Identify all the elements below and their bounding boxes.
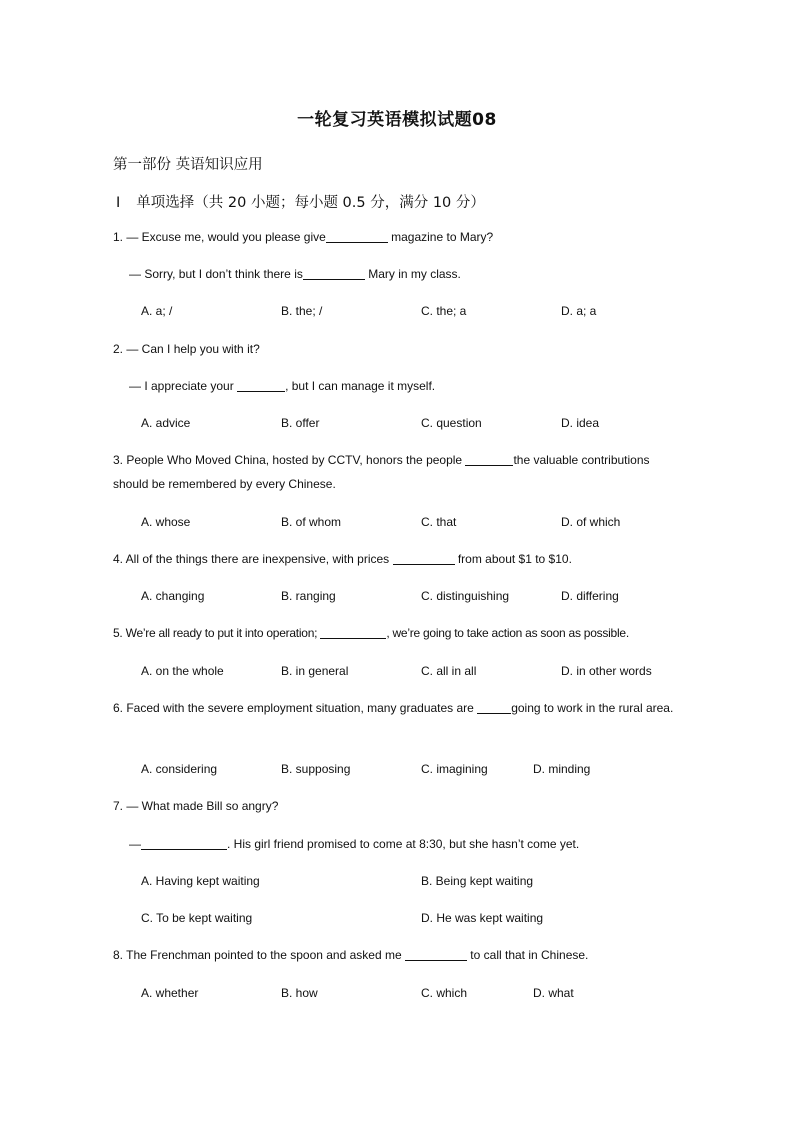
q6-option-d: D. minding (533, 762, 591, 776)
q4-option-d: D. differing (561, 589, 619, 603)
q2-option-b: B. offer (281, 416, 320, 430)
q6-option-c: C. imagining (421, 762, 488, 776)
q7-option-a: A. Having kept waiting (141, 874, 260, 888)
q5-option-d: D. in other words (561, 664, 652, 678)
question-7-line-2: — . His girl friend promised to come at 8:30, but she hasn’t come yet. (129, 837, 580, 851)
part-heading: 第一部份 英语知识应用 (113, 157, 263, 173)
question-4-text: 4. All of the things there are inexpensive, with prices from about $1 to $10. (113, 552, 572, 566)
q7-option-d: D. He was kept waiting (421, 911, 544, 925)
question-1-line-2: — Sorry, but I don’t think there is Mary in my class. (129, 267, 461, 281)
question-7-line-1: 7. — What made Bill so angry? (113, 799, 279, 813)
answer-blank (303, 267, 365, 280)
q5-option-c: C. all in all (421, 664, 477, 678)
q3-option-a: A. whose (141, 515, 191, 529)
section-heading (116, 191, 485, 212)
q2-option-a: A. advice (141, 416, 191, 430)
answer-blank (477, 701, 511, 714)
q5-option-b: B. in general (281, 664, 349, 678)
q8-option-c: C. which (421, 986, 468, 1000)
answer-blank (393, 552, 455, 565)
q1-option-d: D. a; a (561, 304, 597, 318)
q8-option-d: D. what (533, 986, 574, 1000)
q1-option-c: C. the; a (421, 304, 467, 318)
q4-option-c: C. distinguishing (421, 589, 510, 603)
q7-option-b: B. Being kept waiting (421, 874, 534, 888)
q6-option-a: A. considering (141, 762, 218, 776)
answer-blank (237, 379, 285, 392)
q3-option-c: C. that (421, 515, 457, 529)
question-1-line-1: 1. — Excuse me, would you please give magazine to Mary? (113, 230, 494, 244)
q3-option-d: D. of which (561, 515, 621, 529)
q3-option-b: B. of whom (281, 515, 342, 529)
answer-blank (326, 230, 388, 243)
q4-option-b: B. ranging (281, 589, 336, 603)
question-2-line-2: — I appreciate your , but I can manage it myself. (129, 379, 436, 393)
question-2-line-1: 2. — Can I help you with it? (113, 342, 260, 356)
question-8-text: 8. The Frenchman pointed to the spoon and asked me to call that in Chinese. (113, 948, 589, 962)
question-5-text: 5. We’re all ready to put it into operation; , we’re going to take action as soon as possible. (113, 626, 629, 640)
q5-option-a: A. on the whole (141, 664, 224, 678)
q6-option-b: B. supposing (281, 762, 351, 776)
q1-option-a: A. a; / (141, 304, 173, 318)
q7-option-c: C. To be kept waiting (141, 911, 253, 925)
question-6-text: 6. Faced with the severe employment situation, many graduates are going to work in the rural area. (113, 701, 674, 715)
q4-option-a: A. changing (141, 589, 205, 603)
q8-option-a: A. whether (141, 986, 199, 1000)
answer-blank (141, 837, 227, 850)
section-title: 单项选择（共 20 小题；每小题 0.5 分，满分 10 分） (136, 195, 485, 211)
answer-blank (465, 453, 513, 466)
q8-option-b: B. how (281, 986, 318, 1000)
page-title: 一轮复习英语模拟试题08 (297, 110, 497, 130)
question-3-text: 3. People Who Moved China, hosted by CCTV, honors the people the valuable contributions should be remembered by every Chinese. (113, 453, 650, 491)
section-numeral: Ⅰ (116, 195, 121, 211)
answer-blank (320, 626, 386, 639)
answer-blank (405, 948, 467, 961)
q2-option-d: D. idea (561, 416, 600, 430)
q2-option-c: C. question (421, 416, 482, 430)
q1-option-b: B. the; / (281, 304, 323, 318)
